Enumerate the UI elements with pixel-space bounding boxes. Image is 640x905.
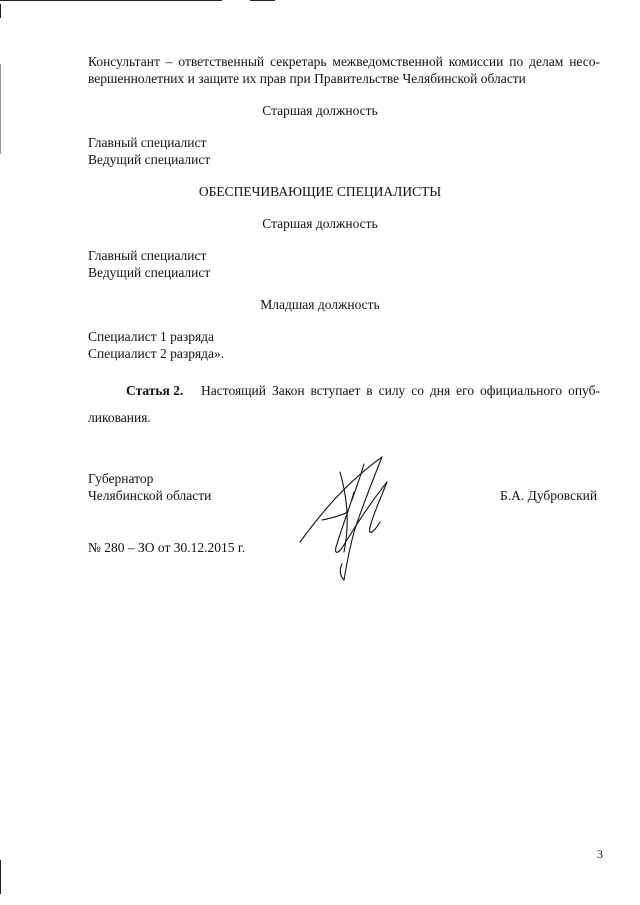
article-text-line-1: Настоящий Закон вступает в силу со дня его официального опуб-: [201, 383, 600, 398]
governor-name: Б.А. Дубровский: [500, 488, 598, 503]
position-item: Специалист 2 разряда».: [88, 346, 225, 361]
scan-edge-line: [250, 0, 275, 1]
article-text-line-2: ликования.: [88, 410, 151, 425]
position-item: Ведущий специалист: [88, 152, 211, 167]
position-item: Ведущий специалист: [88, 265, 211, 280]
position-item: Специалист 1 разряда: [88, 329, 215, 344]
position-item: Главный специалист: [88, 135, 207, 150]
junior-position-heading: Младшая должность: [260, 297, 380, 312]
intro-paragraph-line-2: вершеннолетних и защите их прав при Правительстве Челябинской области: [88, 71, 526, 86]
scan-edge-line: [0, 4, 1, 18]
article-label: Статья 2.: [126, 383, 184, 398]
senior-position-heading: Старшая должность: [262, 103, 378, 118]
section-title: ОБЕСПЕЧИВАЮЩИЕ СПЕЦИАЛИСТЫ: [198, 184, 442, 199]
scan-edge-line: [0, 0, 222, 1]
law-number: № 280 – ЗО от 30.12.2015 г.: [88, 540, 246, 555]
handwritten-signature: [292, 452, 402, 587]
governor-title: Губернатор: [88, 471, 154, 486]
governor-title: Челябинской области: [88, 488, 212, 503]
page-number: 3: [597, 847, 603, 861]
senior-position-heading: Старшая должность: [262, 216, 378, 231]
scan-edge-line: [0, 860, 1, 894]
position-item: Главный специалист: [88, 248, 207, 263]
intro-paragraph-line-1: Консультант – ответственный секретарь межведомственной комиссии по делам несо-: [88, 54, 600, 69]
